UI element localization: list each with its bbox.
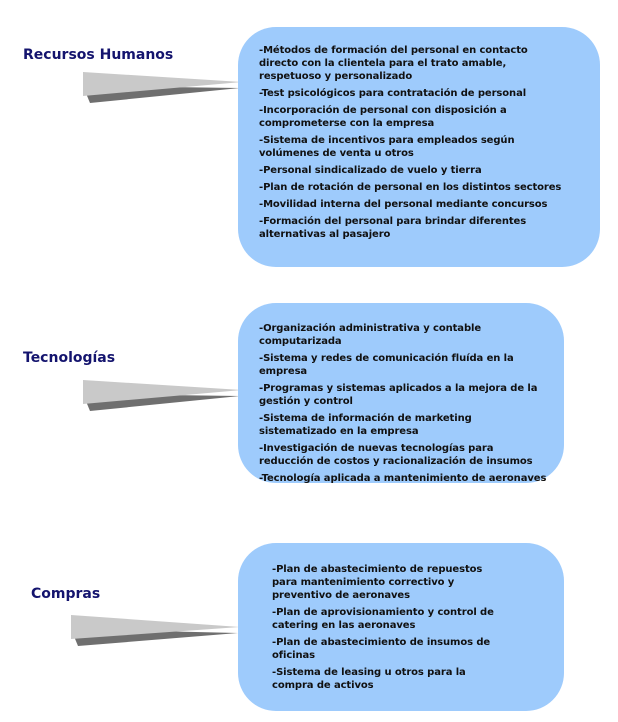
list-item: - Incorporación de personal con disposición a comprometerse con la empresa	[259, 104, 568, 130]
heading-compras: Compras	[31, 586, 101, 602]
callout-pointer-compras	[68, 611, 258, 651]
list-item: - Programas y sistemas aplicados a la mejora de la gestión y control	[259, 382, 550, 408]
list-item: - Plan de abastecimiento de insumos de oficinas	[272, 636, 504, 662]
list-item: - Investigación de nuevas tecnologías para reducción de costos y racionalización de insumos	[259, 442, 550, 468]
item-list-tecnologias	[259, 322, 550, 485]
list-item: - Plan de aprovisionamiento y control de catering en las aeronaves	[272, 606, 504, 632]
item-list-recursos-humanos	[259, 44, 568, 241]
list-item: - Plan de rotación de personal en los distintos sectores	[259, 181, 568, 194]
list-item: - Plan de abastecimiento de repuestos para mantenimiento correctivo y preventivo de aeronaves	[272, 563, 504, 602]
callout-box-recursos-humanos	[238, 27, 600, 267]
list-item: - Test psicológicos para contratación de personal	[259, 87, 568, 100]
list-item: - Organización administrativa y contable computarizada	[259, 322, 550, 348]
callout-box-tecnologias	[238, 303, 564, 483]
list-item: - Métodos de formación del personal en contacto directo con la clientela para el trato amable, respetuoso y personalizado	[259, 44, 568, 83]
list-item: - Sistema y redes de comunicación fluída en la empresa	[259, 352, 550, 378]
heading-recursos-humanos: Recursos Humanos	[23, 47, 174, 63]
list-item: - Sistema de incentivos para empleados según volúmenes de venta u otros	[259, 134, 568, 160]
list-item: - Formación del personal para brindar diferentes alternativas al pasajero	[259, 215, 568, 241]
list-item: - Sistema de leasing u otros para la compra de activos	[272, 666, 504, 692]
callout-box-compras	[238, 543, 564, 711]
list-item: - Tecnología aplicada a mantenimiento de aeronaves	[259, 472, 550, 485]
heading-tecnologias: Tecnologías	[23, 350, 116, 366]
list-item: - Personal sindicalizado de vuelo y tierra	[259, 164, 568, 177]
item-list-compras	[272, 563, 504, 692]
list-item: - Movilidad interna del personal mediante concursos	[259, 198, 568, 211]
list-item: - Sistema de información de marketing sistematizado en la empresa	[259, 412, 550, 438]
